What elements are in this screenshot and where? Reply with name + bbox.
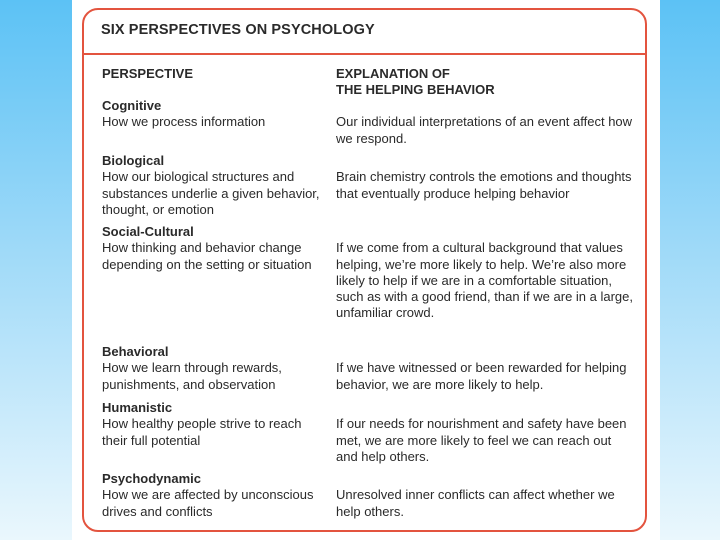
perspective-name: Psychodynamic bbox=[102, 471, 201, 486]
explanation-cell: Brain chemistry controls the emotions and thoughts that eventually produce helping behavior bbox=[336, 169, 632, 201]
perspective-name: Humanistic bbox=[102, 400, 173, 415]
perspective-description: How we process information bbox=[102, 114, 266, 130]
perspective-description: How thinking and behavior change depending on the setting or situation bbox=[102, 240, 312, 272]
explanation-cell: If our needs for nourishment and safety have been met, we are more likely to feel we can reach out and help others. bbox=[336, 416, 627, 464]
column-header-explanation-line2: THE HELPING BEHAVIOR bbox=[336, 82, 495, 97]
explanation-cell: If we have witnessed or been rewarded for helping behavior, we are more likely to help. bbox=[336, 360, 627, 392]
explanation-cell: Unresolved inner conflicts can affect whether we help others. bbox=[336, 487, 615, 519]
perspective-description: How we are affected by unconscious drives and conflicts bbox=[102, 487, 314, 519]
perspective-cell bbox=[102, 344, 327, 393]
perspective-cell bbox=[102, 471, 327, 520]
column-header-perspective: PERSPECTIVE bbox=[102, 66, 194, 81]
perspective-cell bbox=[102, 224, 327, 273]
perspective-cell bbox=[102, 153, 327, 218]
perspective-cell bbox=[102, 400, 327, 449]
perspective-name: Biological bbox=[102, 153, 165, 168]
explanation-cell: If we come from a cultural background that values helping, we’re more likely to help. We’re also more likely to help if we are in a comfortable situation, such as with a good friend, than if we are in a large, unfamiliar crowd. bbox=[336, 240, 634, 321]
title-divider bbox=[84, 53, 645, 55]
perspective-name: Behavioral bbox=[102, 344, 169, 359]
slide bbox=[72, 0, 660, 540]
perspective-name: Social-Cultural bbox=[102, 224, 194, 239]
table-title: SIX PERSPECTIVES ON PSYCHOLOGY bbox=[101, 22, 375, 38]
column-header-explanation bbox=[336, 66, 495, 98]
column-header-explanation-line1: EXPLANATION OF bbox=[336, 66, 450, 81]
explanation-cell: Our individual interpretations of an event affect how we respond. bbox=[336, 114, 633, 146]
perspectives-table-card bbox=[82, 8, 647, 532]
perspective-description: How our biological structures and substances underlie a given behavior, thought, or emotion bbox=[102, 169, 320, 217]
perspective-cell bbox=[102, 98, 327, 131]
perspective-description: How we learn through rewards, punishments, and observation bbox=[102, 360, 282, 392]
perspective-description: How healthy people strive to reach their full potential bbox=[102, 416, 302, 448]
perspective-name: Cognitive bbox=[102, 98, 162, 113]
